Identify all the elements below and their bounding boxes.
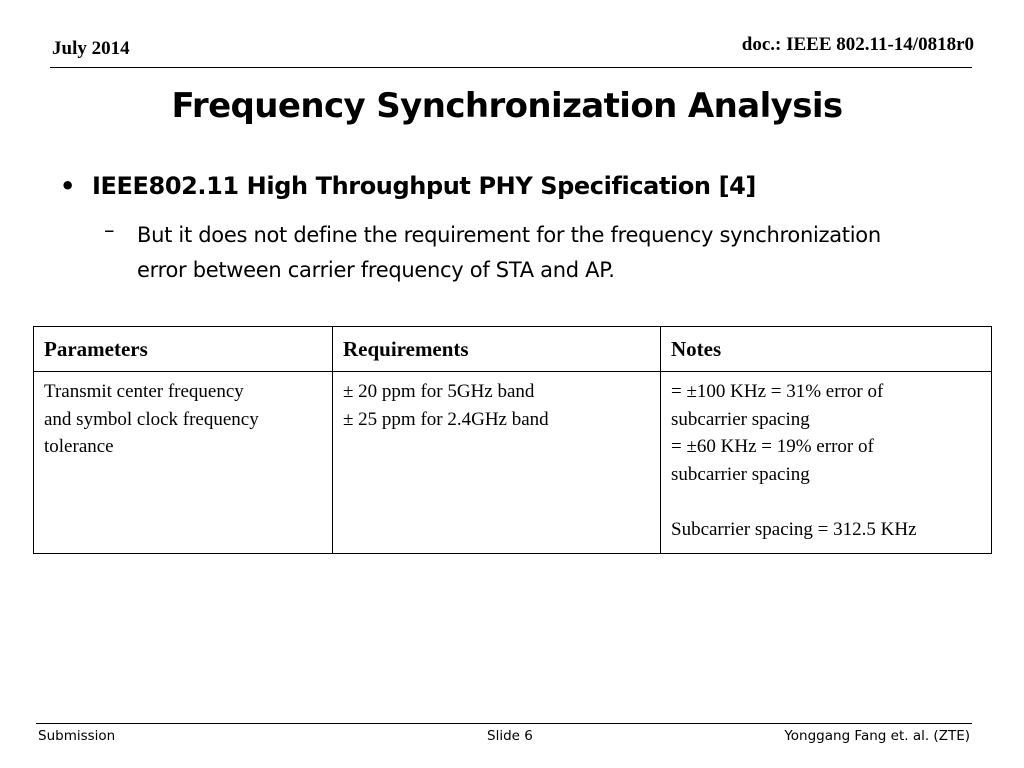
column-header-requirements: Requirements [333, 327, 661, 372]
cell-text-line: ± 25 ppm for 2.4GHz band [343, 408, 549, 430]
footer-divider [36, 723, 972, 724]
header-divider [50, 67, 972, 68]
bullet-text: IEEE802.11 High Throughput PHY Specification [4] [92, 172, 757, 200]
cell-text-line: = ±100 KHz = 31% error of [671, 381, 884, 402]
requirements-table [33, 326, 992, 554]
header-doc-id: doc.: IEEE 802.11-14/0818r0 [741, 34, 974, 55]
slide-title: Frequency Synchronization Analysis [171, 86, 843, 126]
cell-text-line: ± 20 ppm for 5GHz band [343, 381, 535, 402]
footer-submission: Submission [38, 728, 116, 744]
cell-text-line: = ±60 KHz = 19% error of [671, 436, 874, 457]
cell-text-line: Subcarrier spacing = 312.5 KHz [671, 518, 917, 540]
cell-spacer [671, 488, 981, 516]
bullet-marker: • [60, 172, 75, 200]
table-header-row [34, 327, 992, 372]
table-row [34, 372, 992, 554]
cell-text-line: subcarrier spacing [671, 408, 810, 430]
cell-text-line: and symbol clock frequency [44, 408, 259, 430]
cell-text-line: Transmit center frequency [44, 381, 244, 402]
footer-author: Yonggang Fang et. al. (ZTE) [784, 728, 970, 744]
sub-bullet-marker: – [104, 218, 115, 242]
sub-bullet-text: But it does not define the requirement for the frequency synchronization error between carrier frequency of STA and AP. [137, 223, 881, 282]
cell-text-line: subcarrier spacing [671, 463, 810, 485]
cell-text-line: tolerance [44, 436, 114, 457]
footer-slide-number: Slide 6 [487, 728, 533, 744]
header-date: July 2014 [52, 38, 130, 59]
column-header-notes: Notes [661, 327, 992, 372]
cell-parameters [34, 372, 333, 554]
cell-notes [661, 372, 992, 554]
column-header-parameters: Parameters [34, 327, 333, 372]
cell-requirements [333, 372, 661, 554]
